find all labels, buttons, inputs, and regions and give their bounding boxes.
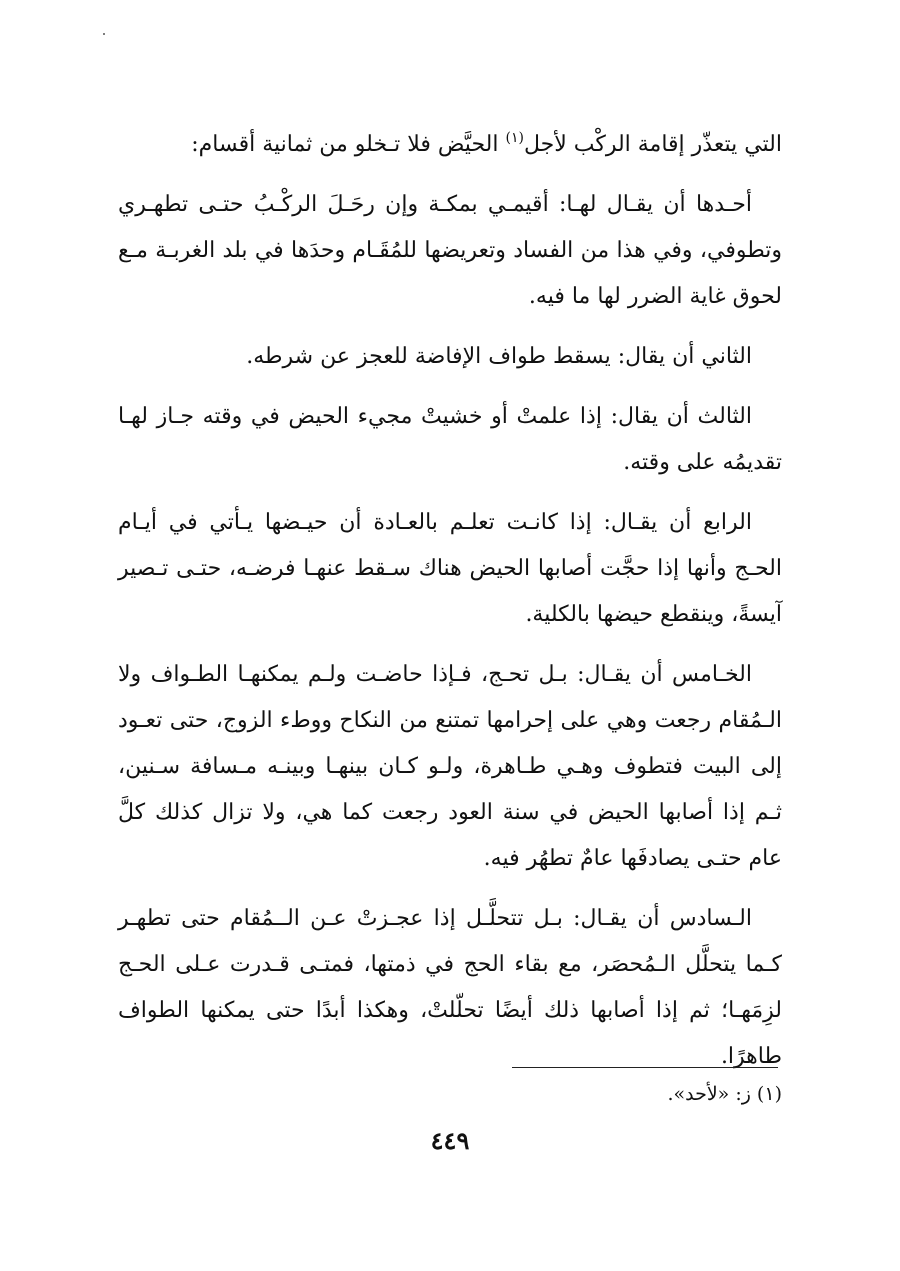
paragraph-fourth: الرابع أن يقـال: إذا كانـت تعلـم بالعـادة أن حيـضها يـأتي في أيـام الحـج وأنها إذا حجَّت أصابها الحيض هناك سـقط عنهـا فرضـه، حتـى تـصير آيسةً، وينقطع حيضها بالكلية. [118,510,782,627]
footnote-reference[interactable]: (١) [505,130,524,146]
intro-text-start: التي يتعذّر إقامة الركْب لأجل [523,132,782,157]
paragraph-fifth: الخـامس أن يقـال: بـل تحـج، فـإذا حاضـت ولـم يمكنهـا الطـواف ولا الـمُقام رجعت وهي على إحرامها تمتنع من النكاح ووطء الزوج، حتى تعـود إلى البيت فتطوف وهـي طـاهرة، ولـو كـان بينهـا وبينـه مـسافة سـنين، ثـم إذا أصابها الحيض في سنة العود رجعت كما هي، ولا تزال كذلك كلَّ عام حتـى يصادفَها عامٌ تطهُر فيه. [118,662,782,871]
paragraph-third: الثالث أن يقال: إذا علمتْ أو خشيتْ مجيء الحيض في وقته جـاز لهـا تقديمُه على وقته. [118,404,782,475]
paragraph-first: أحـدها أن يقـال لهـا: أقيمـي بمكـة وإن رحَـلَ الركْـبُ حتـى تطهـري وتطوفي، وفي هذا من الفساد وتعريضها للمُقَـام وحدَها في بلد الغربـة مـع لحوق غاية الضرر لها ما فيه. [118,192,782,309]
footnote: (١) ز: «لأحد». [667,1083,782,1105]
paragraph-sixth: الـسادس أن يقـال: بـل تتحلَّـل إذا عجـزتْ عـن الــمُقام حتى تطهـر كـما يتحلَّل الـمُحصَر، مع بقاء الحج في ذمتها، فمتـى قـدرت عـلى الحـج لزِمَهـا؛ ثم إذا أصابها ذلك أيضًا تحلّلتْ، وهكذا أبدًا حتى يمكنها الطواف طاهرًا. [118,906,782,1069]
page-number: ٤٤٩ [430,1126,470,1155]
footnote-divider [512,1067,778,1068]
intro-text-end: الحيَّض فلا تـخلو من ثمانية أقسام: [191,132,506,157]
paragraph-second: الثاني أن يقال: يسقط طواف الإفاضة للعجز عن شرطه. [246,344,752,369]
scan-speck [103,33,105,35]
intro-paragraph [118,122,782,168]
main-text [118,122,782,1094]
